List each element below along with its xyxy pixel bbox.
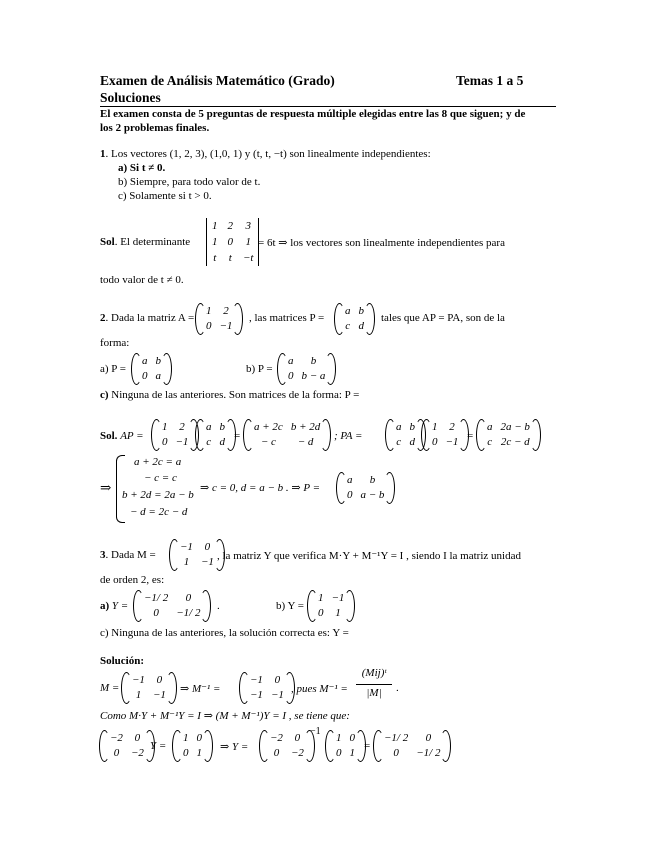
- q2-option-a-label: a) P =: [100, 363, 126, 375]
- q3-frac-den: |M|: [366, 687, 382, 699]
- q2-sol-m1: 1 2 0 −1: [150, 418, 200, 452]
- q3-line2: Como M·Y + M⁻¹Y = I ⇒ (M + M⁻¹)Y = I , se tiene que:: [100, 710, 350, 722]
- intro-line-2: los 2 problemas finales.: [100, 122, 210, 134]
- q2-sys-2: b + 2d = 2a − b: [122, 489, 194, 501]
- q3-sol-label: Solución:: [100, 655, 145, 667]
- q3-line1-matrix-inv: −1 0 −1 −1: [238, 671, 296, 705]
- q1-option-a: a) Si t ≠ 0.: [118, 162, 166, 174]
- q3-number: 3: [100, 549, 106, 561]
- q3-eq-m1: −2 0 0 −2: [98, 729, 156, 763]
- exam-subtitle: Soluciones: [100, 90, 161, 105]
- q1-option-b: b) Siempre, para todo valor de t.: [118, 176, 261, 188]
- q3-option-a-label: a) Y =: [100, 600, 129, 612]
- q3-option-b-label: b) Y =: [276, 600, 304, 612]
- q2-option-b-matrix: a b 0 b − a: [276, 352, 337, 386]
- q3-option-a-matrix: −1/ 2 0 0 −1/ 2: [132, 589, 212, 623]
- q2-matrix-p: a b c d: [333, 302, 376, 336]
- q2-sys-1: − c = c: [144, 472, 177, 484]
- header-rule: [100, 106, 556, 107]
- q3-option-a-dot: .: [217, 600, 220, 612]
- q3-eq-m3: −2 0 0 −2: [258, 729, 316, 763]
- q1-solution-end: todo valor de t ≠ 0.: [100, 274, 184, 286]
- q3-option-b-matrix: 1 −1 0 1: [306, 589, 356, 623]
- q1-statement: 1. Los vectores (1, 2, 3), (1,0, 1) y (t, t, −t) son linealmente independientes:: [100, 148, 431, 160]
- q2-result: ⇒ c = 0, d = a − b . ⇒ P =: [200, 482, 321, 494]
- q2-sol-m5: 1 2 0 −1: [420, 418, 470, 452]
- q2-sol-eq2: =: [467, 430, 474, 442]
- exam-topics: Temas 1 a 5: [456, 73, 524, 88]
- q2-implies: ⇒: [100, 480, 112, 495]
- q3-statement-pre: 3. Dada M =: [100, 549, 156, 561]
- q2-result-matrix: a b 0 a − b: [335, 471, 396, 505]
- q2-sys-3: − d = 2c − d: [130, 506, 188, 518]
- q1-number: 1: [100, 148, 106, 160]
- q1-solution-result: = 6t ⇒ los vectores son linealmente independientes para: [258, 237, 505, 249]
- q1-det-table: 1 2 3 1 0 1 t t −t: [206, 218, 259, 266]
- q3-option-c: c) Ninguna de las anteriores, la solución correcta es: Y =: [100, 627, 349, 639]
- q3-frac-num: (Mij)ᵗ: [361, 667, 387, 679]
- q2-sol-m2: a b c d: [194, 418, 237, 452]
- q1-option-c: c) Solamente si t > 0.: [118, 190, 212, 202]
- q2-matrix-a: 1 2 0 −1: [194, 302, 244, 336]
- q2-sol-pa: ; PA =: [334, 430, 363, 442]
- q3-eq-y: Y =: [150, 740, 167, 752]
- q2-option-a-matrix: a b 0 a: [130, 352, 173, 386]
- q2-option-c: c) Ninguna de las anteriores. Son matrices de la forma: P =: [100, 389, 360, 401]
- q2-statement-mid: , las matrices P =: [249, 312, 325, 324]
- q3-eq-m2: 1 0 0 1: [171, 729, 214, 763]
- exam-title: Examen de Análisis Matemático (Grado): [100, 73, 335, 88]
- q3-line1-matrix-m: −1 0 1 −1: [120, 671, 178, 705]
- q3-line1-pues: , pues M⁻¹ =: [291, 683, 348, 695]
- q2-statement-end: forma:: [100, 337, 130, 349]
- q1-sol-label: Sol: [100, 236, 115, 248]
- q3-eq-exp: −1: [310, 726, 321, 737]
- q2-sol-line: Sol. AP =: [100, 430, 144, 442]
- intro-line-1: El examen consta de 5 preguntas de respuesta múltiple elegidas entre las 8 que siguen; y de: [100, 108, 526, 120]
- q3-eq-m4: 1 0 0 1: [324, 729, 367, 763]
- q2-sol-m4: a b c d: [384, 418, 427, 452]
- q1-solution-intro: Sol. El determinante: [100, 236, 191, 248]
- q2-sol-label: Sol.: [100, 430, 118, 442]
- q3-matrix-m: −1 0 1 −1: [168, 538, 226, 572]
- q3-eq-equals: =: [364, 740, 371, 752]
- q2-statement-pre: 2. Dada la matriz A =: [100, 312, 195, 324]
- q3-eq-m5: −1/ 2 0 0 −1/ 2: [372, 729, 452, 763]
- q2-statement-post: tales que AP = PA, son de la: [381, 312, 505, 324]
- q3-statement-end: de orden 2, es:: [100, 574, 165, 586]
- q3-frac-bar: [356, 684, 392, 685]
- q3-line1-m: M =: [100, 682, 120, 694]
- q3-line1-inv: ⇒ M⁻¹ =: [180, 683, 221, 695]
- q3-eq-arrow: ⇒ Y =: [220, 741, 249, 753]
- q2-sol-eq1: =: [234, 430, 241, 442]
- q2-option-b-label: b) P =: [246, 363, 273, 375]
- q2-sol-m6: a 2a − b c 2c − d: [475, 418, 542, 452]
- q2-sol-m3: a + 2c b + 2d − c − d: [242, 418, 332, 452]
- q3-statement-post: , la matriz Y que verifica M·Y + M⁻¹Y = I , siendo I la matriz unidad: [217, 550, 521, 562]
- q2-sys-0: a + 2c = a: [134, 456, 182, 468]
- q1-determinant: [206, 218, 259, 266]
- q3-line1-dot: .: [396, 682, 399, 694]
- q2-number: 2: [100, 312, 106, 324]
